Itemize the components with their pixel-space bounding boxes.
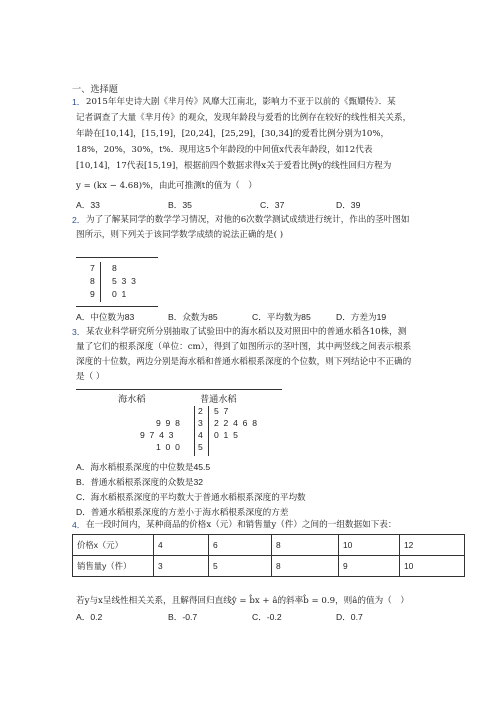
q1-line-5: [10,14]，17代表[15,19]，根据前四个数据求得x关于爱看比例y的线性回归方程为 — [76, 161, 392, 171]
q4-choice-c[interactable]: C．-0.2 — [252, 612, 282, 622]
table-cell: 8 — [272, 556, 339, 577]
q3-choice-a[interactable]: A．海水稻根系深度的中位数是45.5 — [76, 462, 211, 472]
table-cell: 4 — [154, 535, 209, 556]
q1-line-1: 2015年年史诗大剧《芈月传》风靡大江南北，影响力不亚于以前的《甄嬛传》．某 — [86, 97, 396, 107]
q2-plot-bottom-rule — [76, 306, 158, 307]
q3-line-2: 量了它们的根系深度（单位：cm），得到了如图所示的茎叶图，其中两竖线之间表示根系 — [76, 342, 412, 352]
table-cell: 3 — [154, 556, 209, 577]
q3-stem: 3 — [198, 418, 203, 428]
q3-plot-top-rule — [76, 389, 282, 390]
q2-choice-c[interactable]: C．平均数为85 — [252, 312, 311, 322]
q3-left-title: 海水稻 — [118, 394, 146, 405]
q1-choice-b[interactable]: B．35 — [168, 200, 192, 210]
table-cell: 价格x（元） — [73, 535, 154, 556]
table-row — [73, 556, 465, 577]
q2-leaves: 5 3 3 — [112, 276, 136, 286]
q3-stem: 4 — [198, 430, 203, 440]
q3-number: 3． — [72, 327, 86, 337]
q3-divider-right — [208, 406, 209, 456]
q2-leaves: 0 1 — [112, 289, 127, 299]
q4-choice-d[interactable]: D．0.7 — [336, 612, 363, 622]
q1-choice-a[interactable]: A．33 — [76, 200, 100, 210]
q2-number: 2． — [72, 215, 86, 225]
q2-plot-divider — [100, 262, 101, 302]
q2-line-1: 为了了解某同学的数学学习情况，对他的6次数学测试成绩进行统计，作出的茎叶图如 — [86, 215, 410, 225]
q4-choice-b[interactable]: B．-0.7 — [168, 612, 198, 622]
table-cell: 12 — [400, 535, 465, 556]
q3-left-leaves: 9 9 8 — [156, 418, 180, 428]
q1-line-2: 记者调查了大量《芈月传》的观众，发现年龄段与爱看的比例存在较好的线性相关关系， — [76, 113, 412, 123]
q1-choice-c[interactable]: C．37 — [260, 200, 285, 210]
q3-right-leaves: 2 2 4 6 8 — [214, 418, 257, 428]
q2-line-2: 图所示，则下列关于该同学数学成绩的说法正确的是( ) — [76, 230, 284, 240]
q4-after-text: 若y与x呈线性相关关系，且解得回归直线ŷ = b̂x + â的斜率b̂ = 0.9，则â的值为（ ） — [76, 596, 409, 606]
q3-left-leaves: 9 7 4 3 — [140, 430, 174, 440]
table-cell: 5 — [209, 556, 272, 577]
q3-choice-d[interactable]: D．普通水稻根系深度的方差小于海水稻根系深度的方差 — [76, 507, 289, 517]
section-title: 一、选择题 — [72, 84, 118, 95]
q3-stem: 5 — [198, 442, 203, 452]
q1-line-4: 18%，20%，30%，t%．现用这5个年龄段的中间值x代表年龄段，如12代表 — [76, 145, 373, 155]
q3-stem: 2 — [198, 406, 203, 416]
q4-line: 在一段时间内，某种商品的价格x（元）和销售量y（件）之间的一组数据如下表： — [86, 520, 397, 530]
q3-divider-left — [194, 406, 195, 456]
q2-stem: 9 — [90, 289, 95, 299]
q4-choice-a[interactable]: A．0.2 — [76, 612, 103, 622]
q4-number: 4． — [72, 520, 86, 530]
q3-line-3: 深度的十位数，两边分别是海水稻和普通水稻根系深度的个位数，则下列结论中不正确的 — [76, 357, 412, 367]
table-cell: 6 — [209, 535, 272, 556]
q2-stem: 8 — [90, 276, 95, 286]
table-cell: 8 — [272, 535, 339, 556]
q2-choice-d[interactable]: D．方差为19 — [336, 312, 387, 322]
q3-right-leaves: 5 7 — [214, 406, 229, 416]
q1-number: 1． — [72, 97, 86, 107]
table-cell: 销售量y（件） — [73, 556, 154, 577]
q3-choice-b[interactable]: B．普通水稻根系深度的众数是32 — [76, 477, 204, 487]
q2-stem: 7 — [90, 263, 95, 273]
q2-choice-b[interactable]: B．众数为85 — [168, 312, 218, 322]
table-cell: 10 — [400, 556, 465, 577]
table-row — [73, 535, 465, 556]
q1-choice-d[interactable]: D．39 — [336, 200, 361, 210]
q2-leaves: 8 — [112, 263, 117, 273]
q4-data-table — [72, 534, 465, 577]
q3-left-leaves: 1 0 0 — [156, 442, 180, 452]
q3-right-title: 普通水稻 — [200, 394, 237, 405]
q3-line-4: 是（ ） — [76, 372, 105, 382]
q3-line-1: 某农业科学研究所分别抽取了试验田中的海水稻以及对照田中的普通水稻各10株，测 — [86, 327, 407, 337]
q3-choice-c[interactable]: C．海水稻根系深度的平均数大于普通水稻根系深度的平均数 — [76, 492, 306, 502]
table-cell: 10 — [339, 535, 400, 556]
table-cell: 9 — [339, 556, 400, 577]
q1-line-6: y = (kx − 4.68)%，由此可推测t的值为（ ） — [76, 181, 257, 191]
q3-right-leaves: 0 1 5 — [214, 430, 238, 440]
q1-line-3: 年龄在[10,14]，[15,19]，[20,24]，[25,29]，[30,34]的爱看比例分别为10%， — [76, 129, 390, 139]
q2-plot-top-rule — [76, 257, 158, 258]
q2-choice-a[interactable]: A．中位数为83 — [76, 312, 135, 322]
